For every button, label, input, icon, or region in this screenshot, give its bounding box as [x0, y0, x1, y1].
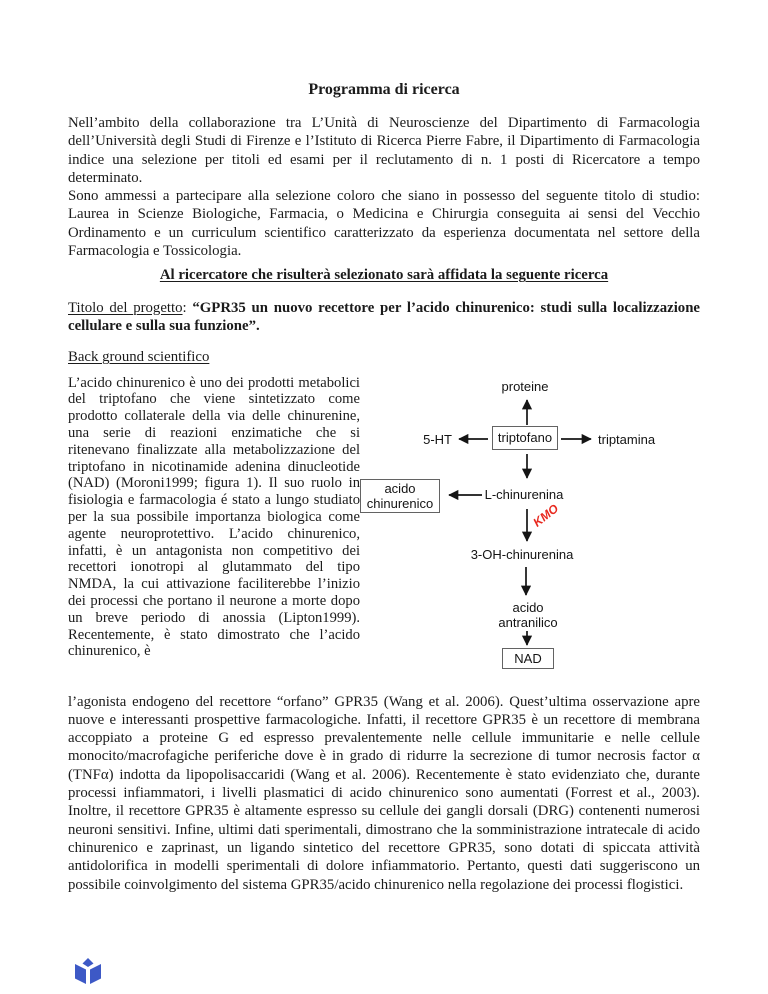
assignment-heading: [68, 266, 700, 284]
assignment-heading-text: Al ricercatore che risulterà selezionato sarà affidata la seguente ricerca: [159, 267, 609, 284]
node-proteine: proteine: [501, 378, 549, 394]
background-column-text: L’acido chinurenico è uno dei prodotti metabolici del triptofano che viene sintetizzato come prodotto collaterale della via delle chinurenine, una serie di reazioni enzimatiche che si ritenevano finalizzate alla metabolizzazione del triptofano in nicotinamide adenina dinucleotide (NAD) (Moroni1999; figura 1). Il suo ruolo in fisiologia e farmacologia é stato a lungo studiato per la sua possibile importanza biologica come agente neuroprotettivo. L’acido chinurenico, infatti, è un antagonista non competitivo dei recettori ionotropi al glutammato del tipo NMDA, la cui attivazione faciliterebbe l’inizio dei processi che portano il neurone a morte dopo un breve periodo di anossia (Lipton1999). Recentemente, è stato dimostrato che l’acido chinurenico, è: [68, 374, 360, 660]
node-acido-chinurenico-box: [360, 479, 440, 513]
admission-paragraph: Sono ammessi a partecipare alla selezione coloro che siano in possesso del seguente titolo di studio: Laurea in Scienze Biologiche, Farmacia, o Medicina e Chirurgia conseguita ai sensi del Vecchio Ordinamento e un curriculum scientifico caratterizzato da esperienza documentata nel settore della Farmacologia e Tossicologia.: [68, 188, 700, 260]
node-acido-antranilico-line2: antranilico: [498, 614, 558, 630]
node-5ht: 5-HT: [423, 431, 452, 447]
kynurenine-pathway-diagram: [360, 375, 700, 693]
project-title: “GPR35 un nuovo recettore per l’acido chinurenico: studi sulla localizzazione cellulare e sulla sua funzione”: [68, 299, 701, 334]
node-acido-antranilico-line1: acido: [512, 599, 544, 615]
project-title-paragraph: [68, 299, 700, 336]
node-triptamina: triptamina: [598, 431, 656, 447]
studylib-logo-icon[interactable]: [72, 956, 104, 986]
node-nad-box: NAD: [502, 648, 554, 669]
page-title: Programma di ricerca: [308, 81, 460, 98]
node-acido-chinurenico-line1: acido: [384, 480, 416, 496]
node-triptofano-box: triptofano: [492, 426, 558, 450]
intro-paragraph: Nell’ambito della collaborazione tra L’Unità di Neuroscienze del Dipartimento di Farmacologia dell’Università degli Studi di Firenze e l’Istituto di Ricerca Pierre Fabre, il Dipartimento di Farmacologia indice una selezione per titoli ed esami per il reclutamento di n. 1 posti di Ricercatore a tempo determinato.: [68, 115, 700, 186]
node-acido-antranilico: [498, 600, 557, 630]
background-heading: [68, 348, 700, 366]
node-l-chinurenina: L-chinurenina: [484, 486, 564, 502]
document-content: [68, 80, 700, 894]
project-period: .: [255, 317, 260, 334]
diagram-arrows: [360, 375, 695, 693]
node-kmo-enzyme-label: KMO: [530, 500, 562, 530]
project-colon: :: [182, 299, 193, 316]
background-heading-text: Back ground scientifico: [68, 349, 210, 366]
continuation-paragraph: l’agonista endogeno del recettore “orfano” GPR35 (Wang et al. 2006). Quest’ultima osservazione apre nuove e interessanti prospettive farmacologiche. Infatti, il recettore GPR35 è un recettore di membrana accoppiato a proteine G ed espresso prevalentemente nelle cellule immunitarie e nelle cellule monocito/macrofagiche periferiche dove è in grado di ridurre la secrezione di tumor necrosis factor α (TNFα) indotta da lipopolisaccaridi (Wang et al. 2006). Recentemente è stato evidenziato che, durante processi infiammatori, i livelli plasmatici di acido chinurenico sono aumentati (Forrest et al., 2003). Inoltre, il recettore GPR35 è altamente espresso su cellule dei gangli dorsali (DRG) contenenti numerosi neuroni sensitivi. Infine, ultimi dati sperimentali, dimostrano che la somministrazione intratecale di acido chinurenico e zaprinast, un ligando sintetico del recettore GPR35, sono dotati di spiccata attività antidolorifica in modelli sperimentali di dolore infiammatorio. Pertanto, questi dati suggeriscono un possibile coinvolgimento del sistema GPR35/acido chinurenico nella regolazione dei processi flogistici.: [68, 693, 700, 893]
node-acido-chinurenico-line2: chinurenico: [366, 495, 434, 511]
project-label: Titolo del progetto: [68, 299, 183, 316]
background-section: [68, 375, 700, 693]
node-3oh-chinurenina: 3-OH-chinurenina: [470, 546, 574, 562]
